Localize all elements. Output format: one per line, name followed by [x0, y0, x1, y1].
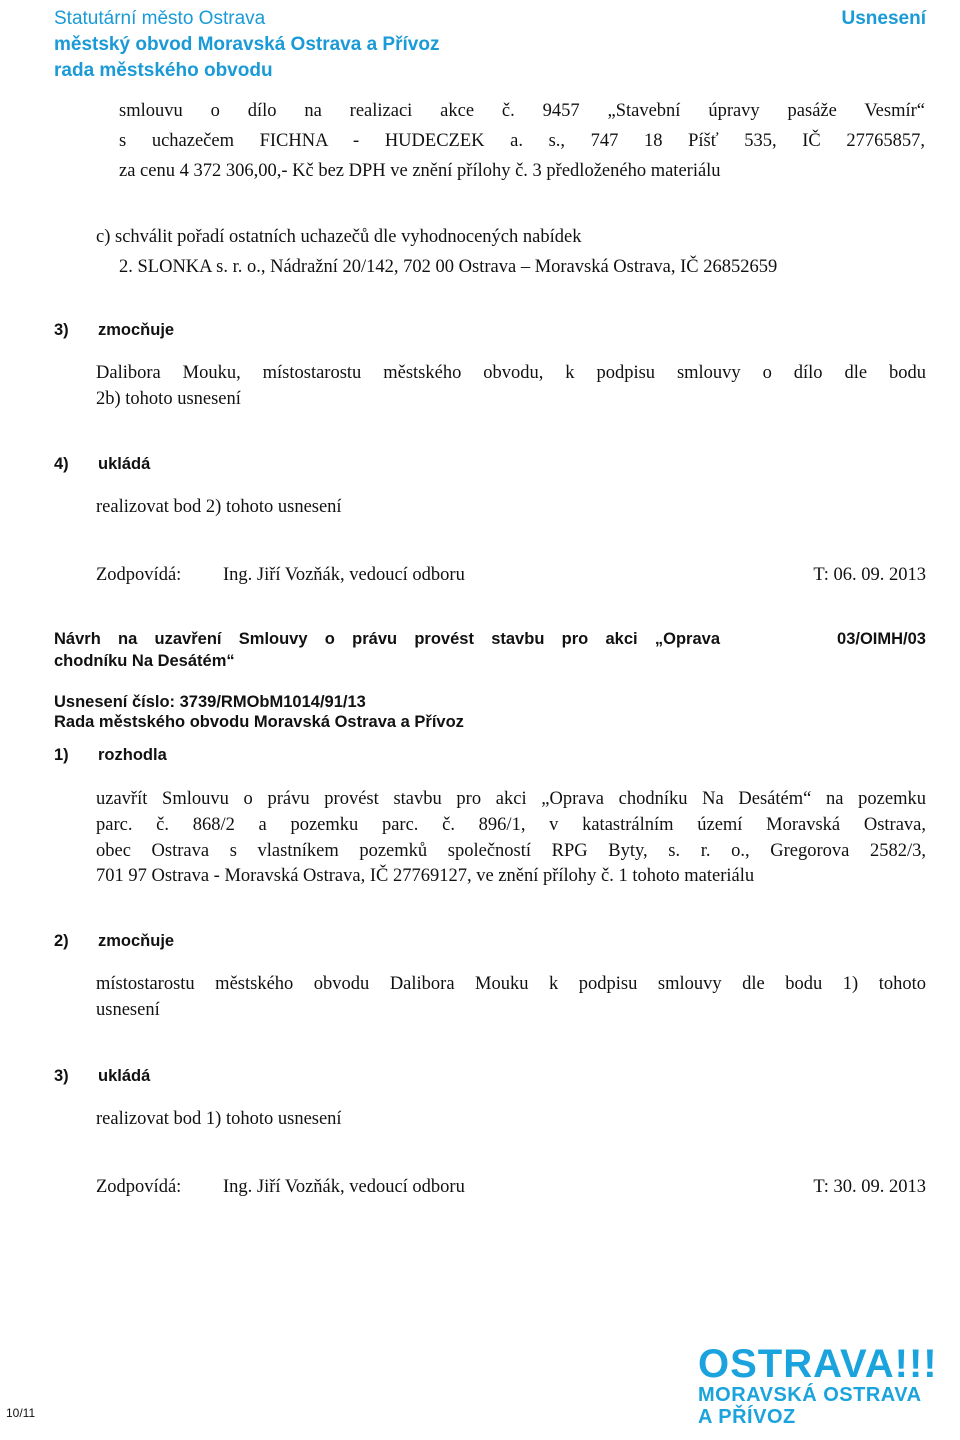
- c-approve-order: c) schválit pořadí ostatních uchazečů dle vyhodnocených nabídek: [96, 227, 582, 247]
- point-4-heading: [54, 451, 150, 477]
- proposal-point-2-verb: zmocňuje: [98, 932, 175, 950]
- responsible-label-2: Zodpovídá:: [96, 1177, 182, 1197]
- responsible-label-1: Zodpovídá:: [96, 565, 182, 585]
- proposal-point-2-heading: [54, 928, 174, 954]
- contract-line-1: smlouvu o dílo na realizaci akce č. 9457 „Stavební úpravy pasáže Vesmír“: [119, 101, 925, 121]
- proposal-point-3-number: 3): [54, 1067, 69, 1085]
- proposal-title-1: Návrh na uzavření Smlouvy o právu provést stavbu pro akci „Oprava: [54, 630, 720, 648]
- contract-line-3: za cenu 4 372 306,00,- Kč bez DPH ve znění přílohy č. 3 předloženého materiálu: [119, 161, 721, 181]
- proposal-point-3-verb: ukládá: [98, 1067, 151, 1085]
- proposal-point-2-text-2: usnesení: [96, 1000, 160, 1020]
- ostrava-logo: [698, 1344, 956, 1436]
- contract-line-2: s uchazečem FICHNA - HUDECZEK a. s., 747 18 Píšť 535, IČ 27765857,: [119, 131, 925, 151]
- responsible-name-2: Ing. Jiří Vozňák, vedoucí odboru: [223, 1177, 465, 1197]
- point-3-text-1: Dalibora Mouku, místostarostu městského obvodu, k podpisu smlouvy o dílo dle bodu: [96, 363, 926, 383]
- logo-ostrava-wordmark: OSTRAVA!!!: [698, 1342, 938, 1386]
- logo-district-line-2: A PŘÍVOZ: [698, 1406, 796, 1428]
- point-4-text: realizovat bod 2) tohoto usnesení: [96, 497, 342, 517]
- resolution-council: Rada městského obvodu Moravská Ostrava a Přívoz: [54, 713, 464, 731]
- point-3-number: 3): [54, 321, 69, 339]
- logo-district-line-1: MORAVSKÁ OSTRAVA: [698, 1384, 922, 1406]
- deadline-1: T: 06. 09. 2013: [813, 565, 926, 585]
- proposal-point-1-number: 1): [54, 746, 69, 764]
- point-3-heading: [54, 317, 174, 343]
- proposal-title-2: chodníku Na Desátém“: [54, 652, 235, 670]
- proposal-point-1-line-1: uzavřít Smlouvu o právu provést stavbu pro akci „Oprava chodníku Na Desátém“ na pozemku: [96, 789, 926, 809]
- c-bidder-item: 2. SLONKA s. r. o., Nádražní 20/142, 702 00 Ostrava – Moravská Ostrava, IČ 26852659: [119, 257, 778, 277]
- proposal-point-3-text: realizovat bod 1) tohoto usnesení: [96, 1109, 342, 1129]
- proposal-point-1-line-3: obec Ostrava s vlastníkem pozemků společností RPG Byty, s. r. o., Gregorova 2582/3,: [96, 841, 926, 861]
- proposal-point-2-number: 2): [54, 932, 69, 950]
- proposal-point-1-line-4: 701 97 Ostrava - Moravská Ostrava, IČ 27769127, ve znění přílohy č. 1 tohoto materiálu: [96, 866, 755, 886]
- deadline-2: T: 30. 09. 2013: [813, 1177, 926, 1197]
- proposal-point-1-verb: rozhodla: [98, 746, 167, 764]
- point-3-verb: zmocňuje: [98, 321, 175, 339]
- page-number: 10/11: [6, 1406, 36, 1420]
- point-3-text-2: 2b) tohoto usnesení: [96, 389, 241, 409]
- point-4-number: 4): [54, 455, 69, 473]
- document-header: [54, 6, 439, 84]
- proposal-point-2-text-1: místostarostu městského obvodu Dalibora Mouku k podpisu smlouvy dle bodu 1) tohoto: [96, 974, 926, 994]
- point-4-verb: ukládá: [98, 455, 151, 473]
- header-council: rada městského obvodu: [54, 60, 273, 81]
- responsible-name-1: Ing. Jiří Vozňák, vedoucí odboru: [223, 565, 465, 585]
- proposal-point-1-heading: [54, 742, 167, 768]
- header-doc-type: Usnesení: [841, 8, 926, 29]
- proposal-code: 03/OIMH/03: [837, 630, 926, 648]
- proposal-point-1-line-2: parc. č. 868/2 a pozemku parc. č. 896/1, v katastrálním území Moravská Ostrava,: [96, 815, 926, 835]
- header-city: Statutární město Ostrava: [54, 8, 266, 29]
- proposal-point-3-heading: [54, 1063, 150, 1089]
- header-district: městský obvod Moravská Ostrava a Přívoz: [54, 34, 440, 55]
- resolution-number: Usnesení číslo: 3739/RMObM1014/91/13: [54, 693, 366, 711]
